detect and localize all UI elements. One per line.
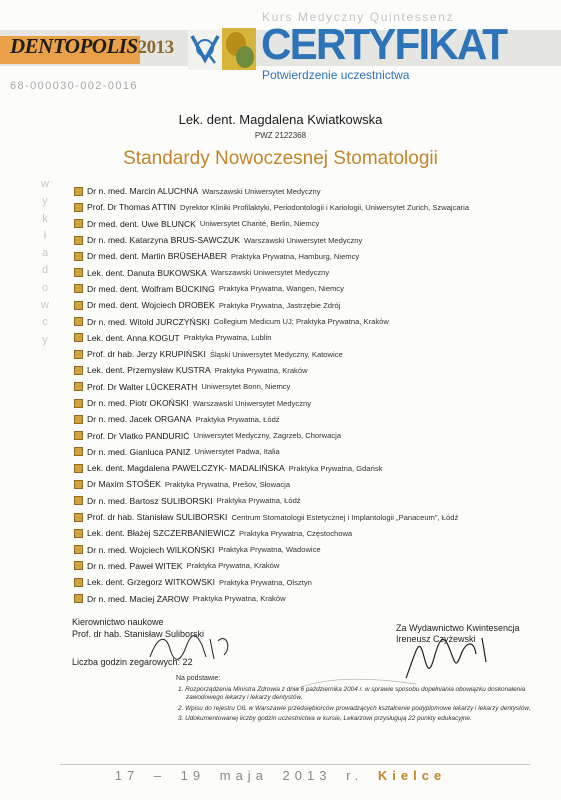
lecturer-name: Dr med. dent. Wolfram BÜCKING [87, 283, 215, 294]
bullet-square-icon [74, 561, 83, 570]
course-series-label: Kurs Medyczny Quintessenz [262, 10, 455, 24]
bullet-square-icon [74, 480, 83, 489]
bullet-square-icon [74, 578, 83, 587]
lecturer-affiliation: Praktyka Prywatna, Prešov, Słowacja [164, 479, 291, 489]
recipient-pwz: PWZ 2122368 [254, 131, 307, 140]
lecturer-affiliation: Praktyka Prywatna, Kraków [214, 365, 308, 375]
lecturer-affiliation: Śląski Uniwersytet Medyczny, Katowice [209, 349, 343, 359]
lecturer-row [74, 330, 544, 346]
lecturer-name: Prof. Dr Walter LÜCKERATH [87, 381, 198, 392]
bullet-square-icon [74, 268, 83, 277]
lecturers-side-label: w y k ł a d o w c y [41, 178, 49, 346]
bullet-square-icon [74, 203, 83, 212]
lecturer-affiliation: Praktyka Prywatna, Łódź [195, 414, 280, 424]
bullet-square-icon [74, 301, 83, 310]
lecturer-affiliation: Collegium Medicum UJ; Praktyka Prywatna, Kraków [213, 317, 389, 327]
legal-basis-item: 1. Rozporządzenia Ministra Zdrowia z dnia 6 października 2004 r. w sprawie sposobu dopełniania obowiązku doskonalenia zawodowego lekarzy i lekarzy dentystów, [178, 685, 526, 702]
lecturer-row [74, 346, 544, 362]
bullet-square-icon [74, 496, 83, 505]
lecturer-name: Dr n. med. Marcin ALUCHNA [87, 186, 199, 197]
bullet-square-icon [74, 236, 83, 245]
lecturer-row [74, 183, 544, 199]
lecturer-name: Lek. dent. Magdalena PAWELCZYK- MADALIŃSKA [87, 463, 285, 474]
bullet-square-icon [74, 366, 83, 375]
lecturer-affiliation: Dyrektor Kliniki Profilaktyki, Periodontologii i Kariologii, Uniwersytet Zurich, Szwajcaria [179, 202, 470, 212]
scientific-director-name: Prof. dr hab. Stanisław Suliborski [72, 629, 205, 639]
lecturer-row [74, 248, 544, 264]
event-city: Kielce [377, 768, 447, 783]
lecturer-affiliation: Praktyka Prywatna, Hamburg, Niemcy [230, 251, 360, 261]
lecturer-row [74, 476, 544, 492]
lecturer-affiliation: Praktyka Prywatna, Gdańsk [288, 463, 383, 473]
lecturer-affiliation: Praktyka Prywatna, Częstochowa [239, 528, 353, 538]
bullet-square-icon [74, 399, 83, 408]
lecturer-row [74, 493, 544, 509]
lecturer-row [74, 379, 544, 395]
lecturer-name: Lek. dent. Błażej SZCZERBANIEWICZ [87, 528, 236, 539]
legal-basis-title: Na podstawie: [176, 675, 221, 682]
lecturer-row [74, 362, 544, 378]
lecturer-affiliation: Praktyka Prywatna, Lublin [183, 333, 272, 343]
lecturer-row [74, 427, 544, 443]
lecturer-affiliation: Praktyka Prywatna, Wangen, Niemcy [218, 284, 344, 294]
legal-basis-item: 3. Udokumentowanej liczby godzin uczestnictwa w kursie, Lekarzowi przysługują 22 punkty edukacyjne. [178, 715, 472, 723]
lecturer-affiliation: Praktyka Prywatna, Łódź [216, 496, 301, 506]
bullet-square-icon [74, 187, 83, 196]
bullet-square-icon [74, 513, 83, 522]
bullet-square-icon [74, 415, 83, 424]
lecturer-name: Dr n. med. Wojciech WILKOŃSKI [87, 544, 215, 555]
lecturer-row [74, 281, 544, 297]
lecturer-row [74, 525, 544, 541]
lecturer-name: Dr med. dent. Wojciech DROBEK [87, 300, 215, 311]
bullet-square-icon [74, 431, 83, 440]
lecturer-name: Dr med. dent. Martin BRÜSEHABER [87, 251, 227, 262]
lecturer-row [74, 199, 544, 215]
brand-year: 2013 [137, 37, 174, 58]
publisher-title: Za Wydawnictwo Kwintesencja [396, 623, 520, 633]
bullet-square-icon [74, 317, 83, 326]
recipient-name: Lek. dent. Magdalena Kwiatkowska [178, 112, 383, 127]
lecturer-row [74, 542, 544, 558]
lecturer-row [74, 216, 544, 232]
certificate-serial: 68-000030-002-0016 [10, 80, 138, 92]
lecturer-name: Dr n. med. Katarzyna BRUS-SAWCZUK [87, 235, 240, 246]
lecturer-list [74, 183, 544, 607]
bullet-square-icon [74, 284, 83, 293]
director-signature [140, 627, 260, 667]
lecturer-affiliation: Praktyka Prywatna, Olsztyn [219, 577, 312, 587]
event-dates: 17 – 19 maja 2013 r. [114, 768, 364, 783]
lecturer-affiliation: Praktyka Prywatna, Kraków [186, 561, 280, 571]
lecturer-row [74, 411, 544, 427]
quintessence-emblem-icon [188, 30, 222, 70]
lecturer-name: Dr n. med. Piotr OKOŃSKI [87, 398, 189, 408]
lecturer-row [74, 509, 544, 525]
lecturer-name: Dr med. dent. Uwe BLUNCK [87, 218, 196, 229]
lecturer-row [74, 264, 544, 280]
lecturer-affiliation: Uniwersytet Charité, Berlin, Niemcy [199, 219, 320, 229]
bullet-square-icon [74, 350, 83, 359]
course-title: Standardy Nowoczesnej Stomatologii [123, 148, 438, 169]
lecturer-name: Lek. dent. Danuta BUKOWSKA [87, 267, 207, 278]
legal-basis-item: 2. Wpisu do rejestru OIL w Warszawie przedsiębiorców prowadzących kształcenie podyplomowe lekarzy i lekarzy dentystów, [178, 704, 531, 712]
lecturer-name: Lek. dent. Przemysław KUSTRA [87, 365, 211, 376]
footer-divider [60, 764, 530, 765]
scientific-director-title: Kierownictwo naukowe [72, 617, 164, 627]
lecturer-row [74, 574, 544, 590]
certificate-title: CERTYFIKAT [261, 20, 507, 69]
footer-date-line [0, 768, 561, 783]
lecturer-affiliation: Uniwersytet Bonn, Niemcy [201, 382, 291, 392]
lecturer-row [74, 590, 544, 606]
lecturer-name: Dr n. med. Gianluca PANIZ [87, 446, 191, 457]
lecturer-row [74, 297, 544, 313]
lecturer-name: Dr n. med. Bartosz SULIBORSKI [87, 495, 213, 506]
lecturer-affiliation: Uniwersytet Padwa, Italia [194, 447, 280, 457]
lecturer-name: Dr n. med. Paweł WITEK [87, 560, 183, 571]
lecturer-name: Dr n. med. Maciej ŻAROW [87, 593, 189, 604]
bullet-square-icon [74, 594, 83, 603]
bullet-square-icon [74, 447, 83, 456]
bullet-square-icon [74, 252, 83, 261]
lecturer-name: Dr n. med. Jacek ORGANA [87, 414, 192, 425]
lecturer-row [74, 313, 544, 329]
lecturer-row [74, 395, 544, 411]
bullet-square-icon [74, 382, 83, 391]
lecturer-affiliation: Praktyka Prywatna, Wadowice [218, 545, 321, 555]
lecturer-affiliation: Centrum Stomatologii Estetycznej i Implantologii „Panaceum", Łódź [231, 512, 459, 522]
lecturer-name: Prof. Dr Thomas ATTIN [87, 202, 176, 213]
lecturer-name: Dr n. med. Witold JURCZYŃSKI [87, 316, 210, 327]
lecturer-row [74, 558, 544, 574]
legal-basis [176, 675, 536, 726]
bullet-square-icon [74, 333, 83, 342]
lecturer-name: Lek. dent. Anna KOGUT [87, 332, 180, 343]
lecturer-name: Prof. dr hab. Stanisław SULIBORSKI [87, 512, 228, 523]
lecturer-affiliation: Praktyka Prywatna, Kraków [192, 594, 286, 604]
publisher-name: Ireneusz Czyżewski [396, 634, 476, 644]
bullet-square-icon [74, 545, 83, 554]
lecturer-name: Dr Maxim STOŠEK [87, 479, 161, 490]
lecturer-row [74, 460, 544, 476]
lecturer-row [74, 232, 544, 248]
brand-name: DENTOPOLIS [10, 34, 138, 58]
lecturer-row [74, 444, 544, 460]
bullet-square-icon [74, 219, 83, 228]
lecturer-affiliation: Warszawski Uniwersytet Medyczny [210, 268, 330, 278]
lecturer-affiliation: Warszawski Uniwersytet Medyczny [192, 398, 312, 408]
lecturer-name: Prof. Dr Vlatko PANDURIĆ [87, 430, 190, 441]
hours-count: Liczba godzin zegarowych: 22 [72, 657, 193, 667]
lecturer-affiliation: Warszawski Uniwersytet Medyczny [243, 235, 363, 245]
flower-photo [222, 28, 256, 70]
dentopolis-logo [10, 34, 174, 59]
bullet-square-icon [74, 464, 83, 473]
lecturer-affiliation: Warszawski Uniwersytet Medyczny [202, 186, 321, 196]
lecturer-affiliation: Praktyka Prywatna, Jastrzębie Zdrój [218, 300, 341, 310]
lecturer-name: Lek. dent. Grzegorz WITKOWSKI [87, 577, 215, 588]
leaf-shape [236, 46, 254, 68]
lecturer-name: Prof. dr hab. Jerzy KRUPIŃSKI [87, 349, 206, 360]
bullet-square-icon [74, 529, 83, 538]
lecturer-affiliation: Uniwersytet Medyczny, Zagrzeb, Chorwacja [193, 431, 342, 441]
certificate-subtitle: Potwierdzenie uczestnictwa [262, 68, 410, 82]
